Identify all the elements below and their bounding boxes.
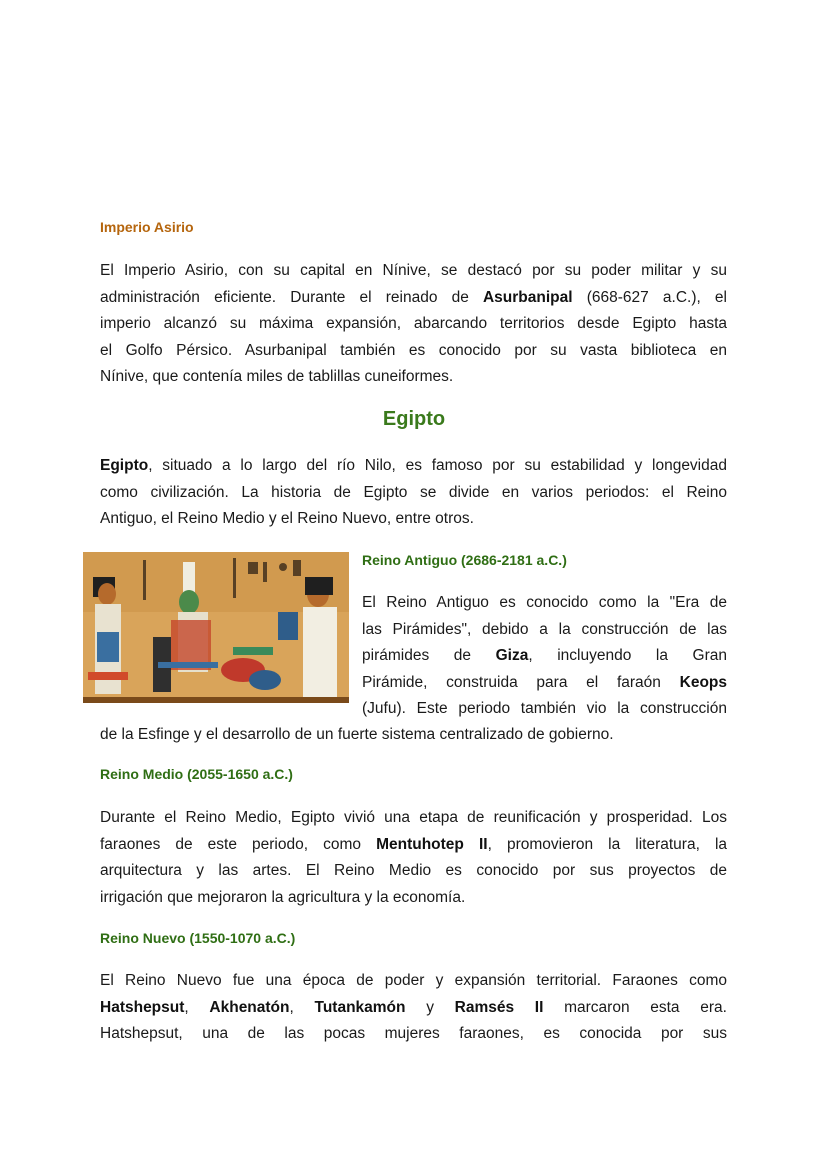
text-line: Durante el Reino Medio, Egipto vivió una etapa de reunificación y prosperidad. Los	[100, 809, 727, 826]
text-line: Antiguo, el Reino Medio y el Reino Nuevo, entre otros.	[100, 510, 474, 527]
text-line: imperio alcanzó su máxima expansión, abarcando territorios desde Egipto hasta	[100, 315, 727, 332]
egyptian-papyrus-image	[83, 552, 349, 703]
text-line: (Jufu). Este periodo también vio la construcción	[362, 700, 727, 717]
heading-egipto: Egipto	[382, 408, 446, 430]
text-line: de la Esfinge y el desarrollo de un fuerte sistema centralizado de gobierno.	[100, 726, 614, 743]
text-line: Hatshepsut, Akhenatón, Tutankamón y Ramsés II marcaron esta era.	[100, 998, 727, 1016]
bold-term: Tutankamón	[314, 998, 406, 1016]
heading-reino-nuevo: Reino Nuevo (1550-1070 a.C.)	[100, 930, 296, 946]
bold-term: Keops	[679, 673, 727, 691]
text-line: El Reino Antiguo es conocido como la "Era de	[362, 594, 727, 611]
bold-term: Egipto	[100, 457, 149, 474]
text-line: Egipto, situado a lo largo del río Nilo, es famoso por su estabilidad y longevidad	[100, 457, 727, 474]
text-line: Hatshepsut, una de las pocas mujeres faraones, es conocida por sus	[100, 1025, 727, 1042]
text-line: como civilización. La historia de Egipto se divide en varios periodos: el Reino	[100, 483, 727, 501]
text-line: Pirámide, construida para el faraón Keops	[362, 673, 727, 691]
bold-term: Akhenatón	[209, 998, 290, 1016]
text-line: arquitectura y las artes. El Reino Medio es conocido por sus proyectos de	[100, 862, 727, 879]
text-line: El Reino Nuevo fue una época de poder y expansión territorial. Faraones como	[100, 972, 727, 989]
text-line: las Pirámides", debido a la construcción de las	[362, 620, 727, 638]
paragraph-reino-antiguo-cont	[100, 722, 727, 749]
bold-term: Giza	[495, 647, 529, 664]
text-line: El Imperio Asirio, con su capital en Nínive, se destacó por su poder militar y su	[100, 262, 727, 279]
text-line: el Golfo Pérsico. Asurbanipal también es conocido por su vasta biblioteca en	[100, 341, 727, 359]
text-line: Nínive, que contenía miles de tablillas cuneiformes.	[100, 368, 454, 385]
bold-term: Ramsés II	[454, 998, 544, 1016]
text-line: pirámides de Giza, incluyendo la Gran	[362, 647, 728, 664]
bold-term: Hatshepsut	[100, 998, 185, 1016]
paragraph-reino-antiguo	[362, 590, 727, 723]
heading-imperio-asirio: Imperio Asirio	[100, 219, 194, 235]
paragraph-reino-medio	[100, 805, 727, 911]
text-line: irrigación que mejoraron la agricultura y la economía.	[100, 888, 466, 906]
bold-term: Mentuhotep II	[376, 835, 488, 853]
heading-reino-medio: Reino Medio (2055-1650 a.C.)	[100, 766, 293, 782]
heading-reino-antiguo: Reino Antiguo (2686-2181 a.C.)	[362, 552, 567, 568]
bold-term: Asurbanipal	[482, 288, 573, 306]
text-line: faraones de este periodo, como Mentuhotep II, promovieron la literatura, la	[100, 835, 728, 853]
paragraph-egipto	[100, 453, 727, 533]
paragraph-asirio	[100, 258, 727, 391]
paragraph-reino-nuevo	[100, 968, 727, 1048]
text-line: administración eficiente. Durante el reinado de Asurbanipal (668-627 a.C.), el	[100, 288, 727, 306]
